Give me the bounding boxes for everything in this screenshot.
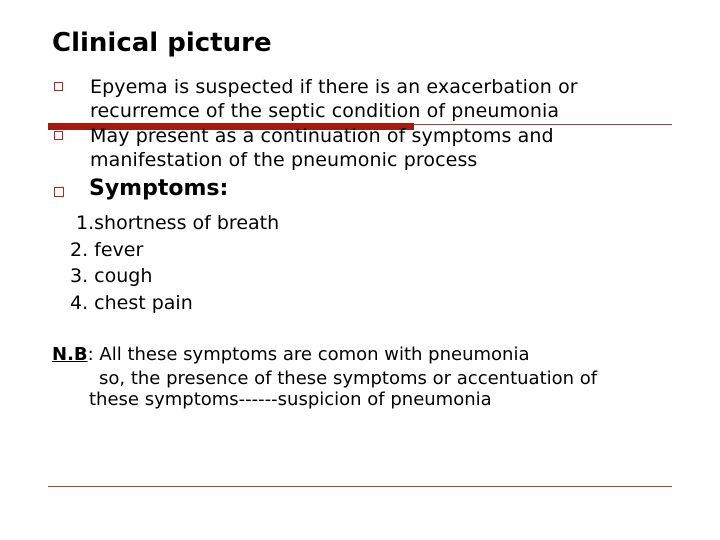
- bottom-divider-line: [48, 486, 672, 487]
- bullet-square-icon: [54, 187, 64, 197]
- symptom-item-3: 3. cough: [70, 265, 153, 288]
- symptom-item-4: 4. chest pain: [70, 292, 193, 315]
- symptom-item-2: 2. fever: [70, 238, 144, 261]
- bullet-2-line-1: May present as a continuation of symptoms and: [90, 125, 554, 147]
- note-line-3: these symptoms------suspicion of pneumonia: [89, 389, 492, 410]
- bullet-text-2: [90, 124, 554, 172]
- bullet-square-icon: [54, 131, 63, 140]
- note-line-2: so, the presence of these symptoms or accentuation of: [99, 368, 598, 389]
- note-text-1: : All these symptoms are comon with pneumonia: [87, 344, 530, 365]
- note-line-1: [52, 343, 597, 367]
- symptoms-heading: Symptoms:: [89, 176, 229, 201]
- bullet-text-1: [90, 75, 578, 123]
- symptom-item-1: 1.shortness of breath: [76, 212, 280, 234]
- symptoms-list: [70, 210, 280, 317]
- note-label: N.B: [52, 344, 88, 365]
- bullet-2-line-2: manifestation of the pneumonic process: [90, 149, 478, 171]
- note-block: [52, 343, 597, 412]
- slide-title: Clinical picture: [52, 28, 272, 58]
- bullet-square-icon: [54, 82, 63, 91]
- bullet-1-line-2: recurremce of the septic condition of pneumonia: [90, 100, 560, 122]
- bullet-1-line-1: Epyema is suspected if there is an exacerbation or: [90, 76, 578, 98]
